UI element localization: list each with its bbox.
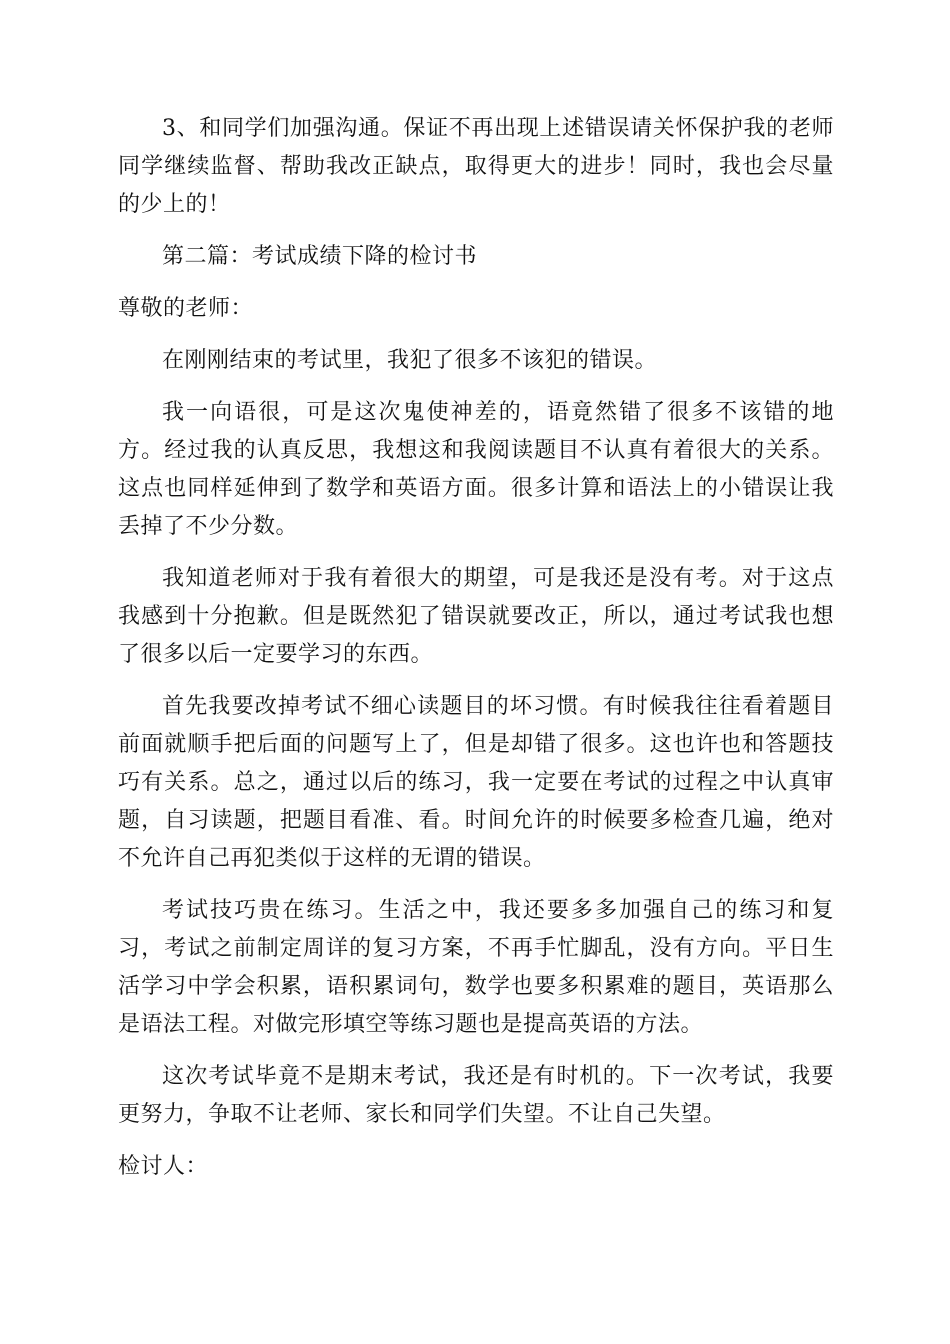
paragraph-resolution: 这次考试毕竟不是期末考试，我还是有时机的。下一次考试，我要更努力，争取不让老师、家长和同学们失望。不让自己失望。 bbox=[118, 1064, 834, 1127]
paragraph-reflection: 我一向语很，可是这次鬼使神差的，语竟然错了很多不该错的地方。经过我的认真反思，我想这和我阅读题目不认真有着很大的关系。这点也同样延伸到了数学和英语方面。很多计算和语法上的小错误让我丢掉了不少分数。 bbox=[118, 400, 834, 539]
paragraph-practice: 考试技巧贵在练习。生活之中，我还要多多加强自己的练习和复习，考试之前制定周详的复习方案，不再手忙脚乱，没有方向。平日生活学习中学会积累，语积累词句，数学也要多积累难的题目，英语那么是语法工程。对做完形填空等练习题也是提高英语的方法。 bbox=[118, 898, 834, 1037]
document-page bbox=[118, 110, 834, 1200]
signature-line: 检讨人： bbox=[118, 1154, 209, 1179]
paragraph-intro: 在刚刚结束的考试里，我犯了很多不该犯的错误。 bbox=[162, 348, 658, 373]
salutation: 尊敬的老师： bbox=[118, 296, 254, 321]
paragraph-habits: 首先我要改掉考试不细心读题目的坏习惯。有时候我往往看着题目前面就顺手把后面的问题写上了，但是却错了很多。这也许也和答题技巧有关系。总之，通过以后的练习，我一定要在考试的过程之中认真审题，自习读题，把题目看准、看。时间允许的时候要多检查几遍，绝对不允许自己再犯类似于这样的无谓的错误。 bbox=[118, 694, 834, 871]
paragraph-commitment: 3、和同学们加强沟通。保证不再出现上述错误请关怀保护我的老师同学继续监督、帮助我改正缺点，取得更大的进步！同时，我也会尽量的少上的！ bbox=[118, 116, 834, 217]
paragraph-apology: 我知道老师对于我有着很大的期望，可是我还是没有考。对于这点我感到十分抱歉。但是既然犯了错误就要改正，所以，通过考试我也想了很多以后一定要学习的东西。 bbox=[118, 566, 834, 667]
section-heading: 第二篇：考试成绩下降的检讨书 bbox=[162, 244, 478, 269]
